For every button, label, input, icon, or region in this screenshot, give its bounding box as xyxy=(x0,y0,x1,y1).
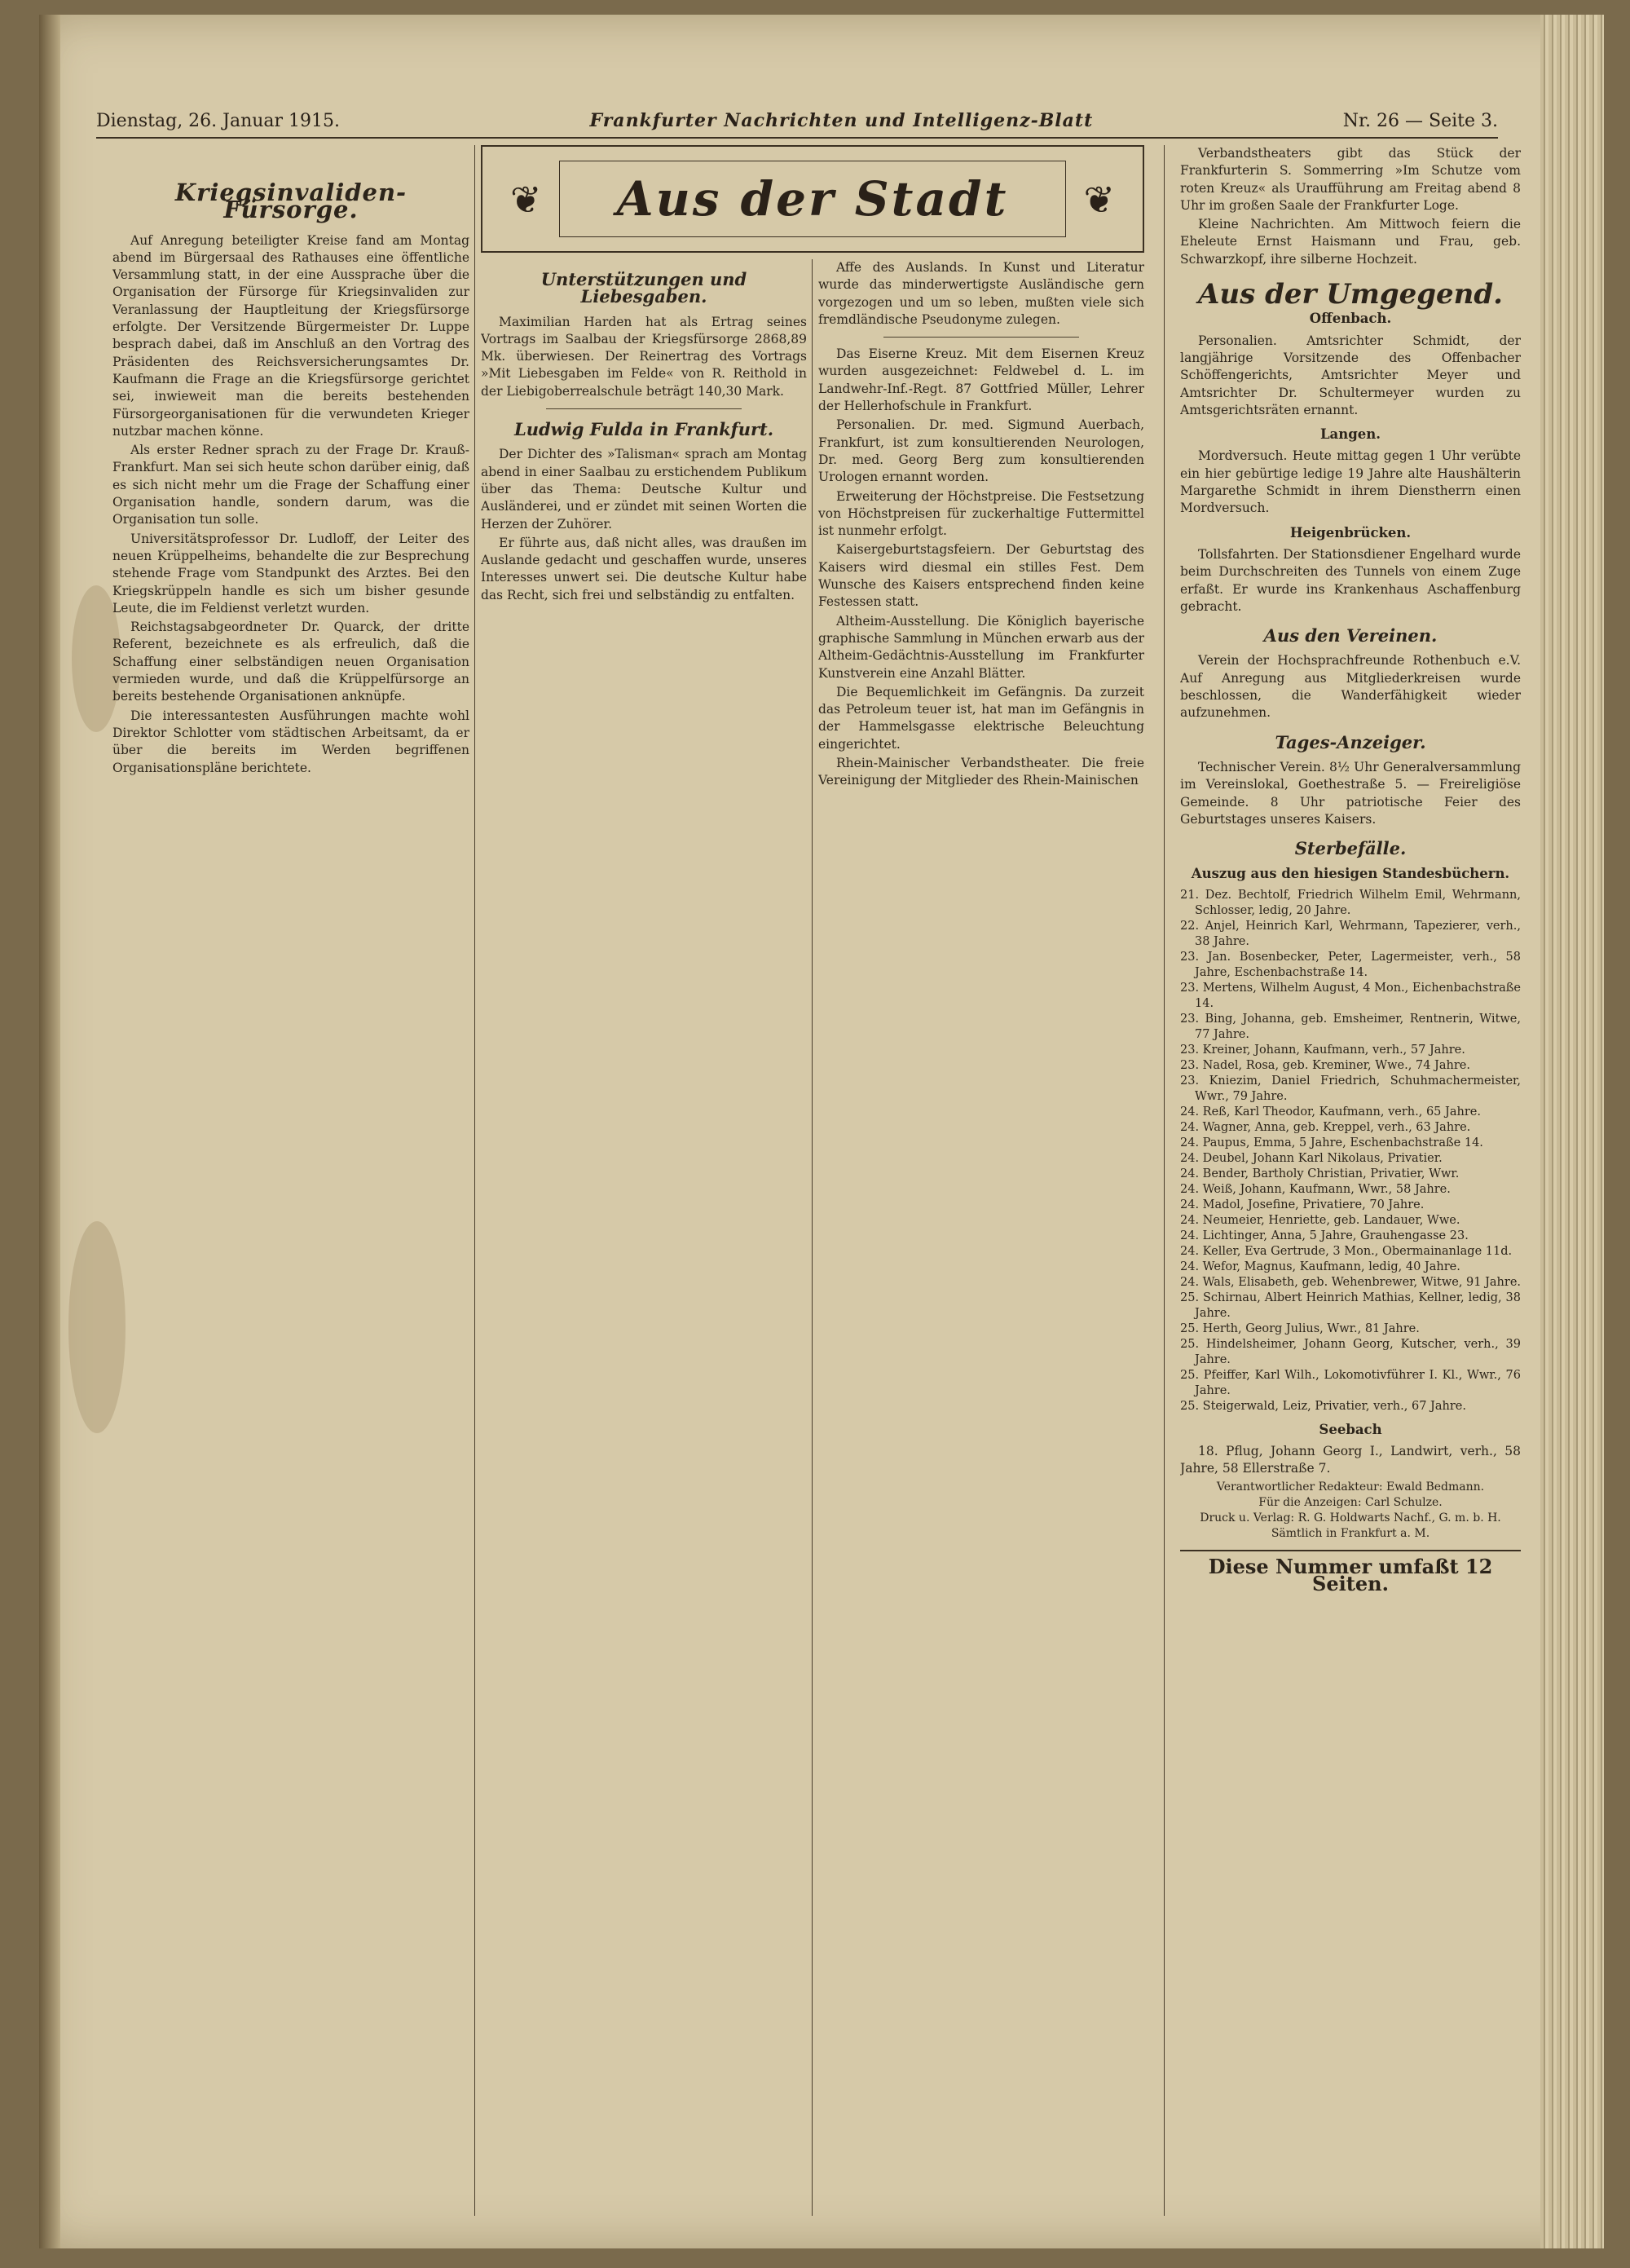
news-item: Tollsfahrten. Der Stationsdiener Engelhard wurde beim Durchschreiten des Tunnels von einem Zuge erfaßt. Er wurde ins Krankenhaus Aschaffenburg gebracht. xyxy=(1180,546,1521,614)
death-notice: 23. Kreiner, Johann, Kaufmann, verh., 57 Jahre. xyxy=(1180,1043,1465,1057)
colophon-line: Verantwortlicher Redakteur: Ewald Bedmann. xyxy=(1216,1480,1485,1494)
news-item: Technischer Verein. 8½ Uhr Generalversammlung im Vereinslokal, Goethestraße 5. — Freireligiöse Gemeinde. 8 Uhr patriotische Feier des Geburtstages unseres Kaisers. xyxy=(1180,759,1521,827)
page-count-note: Diese Nummer umfaßt 12 Seiten. xyxy=(1180,1550,1521,1593)
section-divider xyxy=(883,337,1079,338)
colophon xyxy=(1180,1480,1521,1542)
news-item: Personalien. Dr. med. Sigmund Auerbach, Frankfurt, ist zum konsultierenden Neurologen, Dr. med. Georg Berg zum konsultierenden Urologen ernannt worden. xyxy=(818,417,1144,485)
column-rule xyxy=(474,145,475,2216)
news-item: Das Eiserne Kreuz. Mit dem Eisernen Kreuz wurden ausgezeichnet: Feldwebel d. L. im Landwehr-Inf.-Regt. 87 Gottfried Müller, Lehrer der Hellerhofschule in Frankfurt. xyxy=(818,346,1144,414)
death-notice: 24. Wefor, Magnus, Kaufmann, ledig, 40 Jahre. xyxy=(1180,1260,1460,1273)
death-notice: 23. Kniezim, Daniel Friedrich, Schuhmachermeister, Wwr., 79 Jahre. xyxy=(1180,1074,1521,1103)
column-rule xyxy=(812,259,813,2216)
column-4 xyxy=(1180,145,1521,2224)
death-notice: 24. Paupus, Emma, 5 Jahre, Eschenbachstraße 14. xyxy=(1180,1136,1483,1149)
article-title-unterstuetzungen: Unterstützungen und Liebesgaben. xyxy=(540,269,747,307)
sterbefaelle-subtitle: Auszug aus den hiesigen Standesbüchern. xyxy=(1191,866,1510,882)
death-notice: 25. Steigerwald, Leiz, Privatier, verh., 67 Jahre. xyxy=(1180,1399,1466,1413)
colophon-line: Druck u. Verlag: R. G. Holdwarts Nachf., G. m. b. H. Sämtlich in Frankfurt a. M. xyxy=(1200,1511,1501,1540)
page-binding-edge xyxy=(39,15,60,2248)
ornament-icon: ❦ xyxy=(1083,178,1115,222)
article-title-fulda: Ludwig Fulda in Frankfurt. xyxy=(513,419,774,440)
column-2 xyxy=(481,259,807,2224)
death-notice: 24. Neumeier, Henriette, geb. Landauer, Wwe. xyxy=(1180,1213,1460,1227)
death-notice: 18. Pflug, Johann Georg I., Landwirt, verh., 58 Jahre, 58 Ellerstraße 7. xyxy=(1180,1443,1521,1476)
article-paragraph: Reichstagsabgeordneter Dr. Quarck, der dritte Referent, bezeichnete es als erfreulich, daß die Schaffung einer selbständigen neuen Organisation vermieden wurde, und daß die Krüppelfürsorge an bereits bestehende Organisationen anknüpfe. xyxy=(112,620,469,704)
death-notice: 24. Keller, Eva Gertrude, 3 Mon., Obermainanlage 11d. xyxy=(1180,1244,1513,1258)
header-paper-name: Frankfurter Nachrichten und Intelligenz-Blatt xyxy=(589,110,1094,131)
section-banner xyxy=(481,145,1144,253)
article-paragraph: Er führte aus, daß nicht alles, was draußen im Auslande gedacht und geschaffen wurde, unseres Interesses unwert sei. Die deutsche Kultur habe das Recht, sich frei und selbständig zu entfalten. xyxy=(481,535,807,602)
place-heading: Langen. xyxy=(1319,426,1381,443)
section-title-vereine: Aus den Vereinen. xyxy=(1263,625,1438,646)
newspaper-page xyxy=(39,15,1604,2248)
section-title-tagesanzeiger: Tages-Anzeiger. xyxy=(1275,731,1426,752)
death-notice: 24. Bender, Bartholy Christian, Privatier, Wwr. xyxy=(1180,1167,1460,1180)
death-notice: 25. Herth, Georg Julius, Wwr., 81 Jahre. xyxy=(1180,1322,1420,1335)
news-item: Die Bequemlichkeit im Gefängnis. Da zurzeit das Petroleum teuer ist, hat man im Gefängnis in der Hammelsgasse elektrische Beleuchtung eingerichtet. xyxy=(818,684,1144,752)
news-item: Kaisergeburtstagsfeiern. Der Geburtstag des Kaisers wird diesmal ein stilles Fest. Dem Wunsche des Kaisers entsprechend finden keine Festessen statt. xyxy=(818,542,1144,610)
column-3 xyxy=(818,259,1144,2224)
death-notice: 24. Wagner, Anna, geb. Kreppel, verh., 63 Jahre. xyxy=(1180,1120,1471,1134)
death-notice: 25. Pfeiffer, Karl Wilh., Lokomotivführer I. Kl., Wwr., 76 Jahre. xyxy=(1180,1368,1521,1397)
death-notice: 25. Hindelsheimer, Johann Georg, Kutscher, verh., 39 Jahre. xyxy=(1180,1337,1521,1366)
death-notice: 24. Deubel, Johann Karl Nikolaus, Privatier. xyxy=(1180,1151,1443,1165)
column-rule xyxy=(1164,145,1165,2216)
page-stack-edges xyxy=(1540,15,1604,2248)
article-paragraph: Auf Anregung beteiligter Kreise fand am Montag abend im Bürgersaal des Rathauses eine öffentliche Versammlung statt, in der eine Aussprache über die Organisation der Fürsorge für Kriegsinvaliden zur Veranlassung der Hauptleitung der Kriegsfürsorge erfolgte. Der Versitzende Bürgermeister Dr. Luppe besprach dabei, daß im Anschluß an den Vortrag des Präsidenten des Reichsversicherungsamtes Dr. Kaufmann die Frage an die Kriegsfürsorge gerichtet sei, inwieweit man die bereits bestehenden Fürsorgeorganisationen für die verwundeten Krieger nutzbar machen könne. xyxy=(112,232,469,439)
place-heading: Seebach xyxy=(1319,1421,1382,1437)
page-header xyxy=(96,104,1498,139)
death-notice: 22. Anjel, Heinrich Karl, Wehrmann, Tapezierer, verh., 38 Jahre. xyxy=(1180,919,1521,948)
death-notice: 23. Nadel, Rosa, geb. Kreminer, Wwe., 74 Jahre. xyxy=(1180,1058,1470,1072)
death-notice: 25. Schirnau, Albert Heinrich Mathias, Kellner, ledig, 38 Jahre. xyxy=(1180,1291,1521,1320)
article-paragraph: Universitätsprofessor Dr. Ludloff, der Leiter des neuen Krüppelheims, behandelte die zur Besprechung stehende Frage vom Standpunkt des Arztes. Bei den Kriegskrüppeln handle es sich um bisher gesunde Leute, die im Feldienst verletzt wurden. xyxy=(112,531,469,616)
news-item: Personalien. Amtsrichter Schmidt, der langjährige Vorsitzende des Offenbacher Schöffengerichts, Amtsrichter Meyer und Amtsrichter Dr. Schultermeyer wurden zu Amtsgerichtsräten ernannt. xyxy=(1180,333,1521,417)
news-item: Rhein-Mainischer Verbandstheater. Die freie Vereinigung der Mitglieder des Rhein-Mainischen xyxy=(818,756,1144,788)
death-notice-list xyxy=(1180,888,1521,1414)
news-item: Mordversuch. Heute mittag gegen 1 Uhr verübte ein hier gebürtige ledige 19 Jahre alte Haushälterin Margarethe Schmidt in ihrem Dienstherrn einen Mordversuch. xyxy=(1180,448,1521,516)
colophon-line: Für die Anzeigen: Carl Schulze. xyxy=(1258,1495,1443,1509)
article-paragraph: Maximilian Harden hat als Ertrag seines Vortrags im Saalbau der Kriegsfürsorge 2868,89 Mk. überwiesen. Der Reinertrag des Vortrags »Mit Liebesgaben im Felde« von R. Reithold in der Liebigoberrealschule beträgt 140,30 Mark. xyxy=(481,314,807,399)
section-title: Aus der Stadt xyxy=(559,161,1066,237)
article-paragraph: Der Dichter des »Talisman« sprach am Montag abend in einer Saalbau zu erstichendem Publikum über das Thema: Deutsche Kultur und Ausländerei, und er zündet mit seinen Worten die Herzen der Zuhörer. xyxy=(481,447,807,532)
death-notice: 21. Dez. Bechtolf, Friedrich Wilhelm Emil, Wehrmann, Schlosser, ledig, 20 Jahre. xyxy=(1180,888,1521,917)
section-divider xyxy=(546,408,742,409)
column-1 xyxy=(112,145,469,2224)
news-item: Verein der Hochsprachfreunde Rothenbuch e.V. Auf Anregung aus Mitgliederkreisen wurde beschlossen, die Wanderfähigkeit wieder aufzunehmen. xyxy=(1180,653,1521,721)
news-item: Kleine Nachrichten. Am Mittwoch feiern die Eheleute Ernst Haismann und Frau, geb. Schwarzkopf, ihre silberne Hochzeit. xyxy=(1180,217,1521,267)
article-paragraph: Affe des Auslands. In Kunst und Literatur wurde das minderwertigste Ausländische gern vorgezogen und um so leben, mußten viele sich fremdländische Pseudonyme zulegen. xyxy=(818,260,1144,327)
death-notice: 24. Weiß, Johann, Kaufmann, Wwr., 58 Jahre. xyxy=(1180,1182,1451,1196)
section-title-sterbefaelle: Sterbefälle. xyxy=(1294,838,1407,859)
article-paragraph: Die interessantesten Ausführungen machte wohl Direktor Schlotter vom städtischen Arbeitsamt, da er über die bereits im Werden begriffenen Organisationspläne berichtete. xyxy=(112,708,469,775)
news-item: Verbandstheaters gibt das Stück der Frankfurterin S. Sommerring »Im Schutze vom roten Kreuz« als Uraufführung am Freitag abend 8 Uhr im großen Saale der Frankfurter Loge. xyxy=(1180,146,1521,213)
death-notice: 24. Lichtinger, Anna, 5 Jahre, Grauhengasse 23. xyxy=(1180,1229,1469,1242)
news-item: Erweiterung der Höchstpreise. Die Festsetzung von Höchstpreisen für zuckerhaltige Futtermittel ist nunmehr erfolgt. xyxy=(818,488,1144,539)
article-title-kriegsinvaliden: Kriegsinvaliden-Fürsorge. xyxy=(174,179,408,224)
death-notice: 23. Bing, Johanna, geb. Emsheimer, Rentnerin, Witwe, 77 Jahre. xyxy=(1180,1012,1521,1041)
place-heading: Offenbach. xyxy=(1309,311,1392,327)
header-date: Dienstag, 26. Januar 1915. xyxy=(96,110,341,131)
death-notice: 24. Wals, Elisabeth, geb. Wehenbrewer, Witwe, 91 Jahre. xyxy=(1180,1275,1521,1289)
death-notice: 23. Jan. Bosenbecker, Peter, Lagermeister, verh., 58 Jahre, Eschenbachstraße 14. xyxy=(1180,950,1521,979)
death-notice: 23. Mertens, Wilhelm August, 4 Mon., Eichenbachstraße 14. xyxy=(1180,981,1521,1010)
header-page-number: Nr. 26 — Seite 3. xyxy=(1342,110,1498,131)
death-notice: 24. Reß, Karl Theodor, Kaufmann, verh., 65 Jahre. xyxy=(1180,1105,1481,1119)
ornament-icon: ❦ xyxy=(510,178,542,222)
place-heading: Heigenbrücken. xyxy=(1289,524,1412,541)
article-paragraph: Als erster Redner sprach zu der Frage Dr. Krauß-Frankfurt. Man sei sich heute schon darüber einig, daß es sich nicht mehr um die Frage der Schaffung einer Organisation handle, sondern darum, was die Organisation tun solle. xyxy=(112,443,469,527)
news-item: Altheim-Ausstellung. Die Königlich bayerische graphische Sammlung in München erwarb aus der Altheim-Gedächtnis-Ausstellung im Frankfurter Kunstverein eine Anzahl Blätter. xyxy=(818,613,1144,681)
section-title-umgegend: Aus der Umgegend. xyxy=(1198,278,1503,311)
death-notice: 24. Madol, Josefine, Privatiere, 70 Jahre. xyxy=(1180,1198,1425,1211)
